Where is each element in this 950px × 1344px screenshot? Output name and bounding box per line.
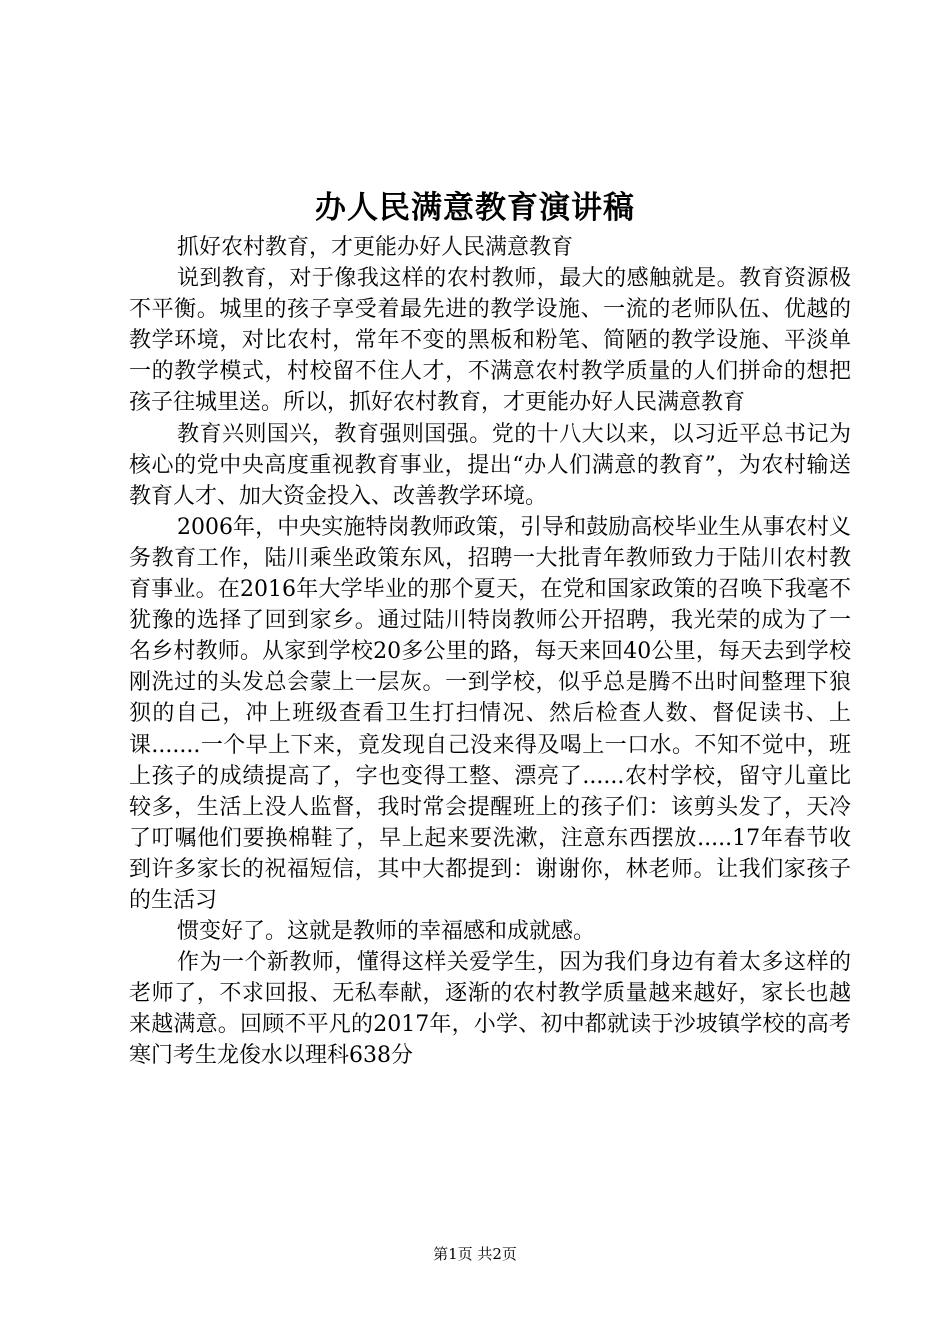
paragraph: 抓好农村教育，才更能办好人民满意教育 [177,235,574,260]
page-footer: 第1页 共2页 [433,1245,517,1263]
document-title: 办人民满意教育演讲稿 [315,190,635,226]
paragraph: 教育兴则国兴，教育强则国强。党的十八大以来，以习近平总书记为核心的党中央高度重视教育事业，提出“办人们满意的教育”，为农村输送教育人才、加大资金投入、改善教学环境。 [129,421,851,509]
paragraph: 2006年，中央实施特岗教师政策，引导和鼓励高校毕业生从事农村义务教育工作，陆川乘坐政策东风，招聘一大批青年教师致力于陆川农村教育事业。在2016年大学毕业的那个夏天，在党和国家政策的召唤下我毫不犹豫的选择了回到家乡。通过陆川特岗教师公开招聘，我光荣的成为了一名乡村教师。从家到学校20多公里的路，每天来回40公里，每天去到学校刚洗过的头发总会蒙上一层灰。一到学校，似乎总是腾不出时间整理下狼狈的自己，冲上班级查看卫生打扫情况、然后检查人数、督促读书、上课.......一个早上下来，竟发现自己没来得及喝上一口水。不知不觉中，班上孩子的成绩提高了，字也变得工整、漂亮了......农村学校，留守儿童比较多，生活上没人监督，我时常会提醒班上的孩子们：该剪头发了，天冷了叮嘱他们要换棉鞋了，早上起来要洗漱，注意东西摆放.....17年春节收到许多家长的祝福短信，其中大都提到：谢谢你，林老师。让我们家孩子的生活习 [129,514,851,913]
document-body [129,232,851,1072]
paragraph: 作为一个新教师，懂得这样关爱学生，因为我们身边有着太多这样的老师了，不求回报、无私奉献，逐渐的农村教学质量越来越好，家长也越来越满意。回顾不平凡的2017年，小学、初中都就读于沙坡镇学校的高考寒门考生龙俊水以理科638分 [129,950,851,1069]
paragraph: 惯变好了。这就是教师的幸福感和成就感。 [177,919,596,945]
paragraph: 说到教育，对于像我这样的农村教师，最大的感触就是。教育资源极不平衡。城里的孩子享受着最先进的教学设施、一流的老师队伍、优越的教学环境，对比农村，常年不变的黑板和粉笔、简陋的教学设施、平淡单一的教学模式，村校留不住人才，不满意农村教学质量的人们拼命的想把孩子往城里送。所以，抓好农村教育，才更能办好人民满意教育 [129,266,851,416]
